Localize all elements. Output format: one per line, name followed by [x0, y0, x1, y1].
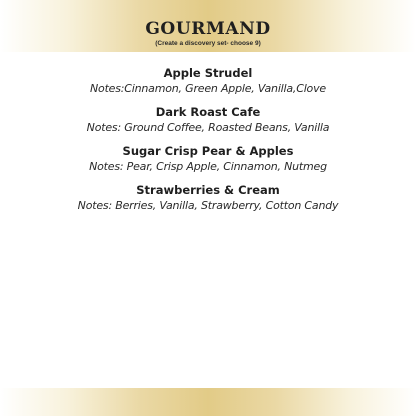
list-item-dark-roast-cafe: [0, 105, 416, 135]
page-title: GOURMAND: [145, 19, 271, 39]
page-subtitle: (Create a discovery set- choose 9): [155, 40, 261, 47]
item-name: Sugar Crisp Pear & Apples: [122, 144, 294, 158]
item-notes: Notes: Ground Coffee, Roasted Beans, Vanilla: [86, 121, 330, 134]
list-item-apple-strudel: [0, 66, 416, 96]
item-notes: Notes: Berries, Vanilla, Strawberry, Cotton Candy: [77, 199, 339, 212]
list-item-sugar-crisp-pear-apples: [0, 144, 416, 174]
footer-gold-band: [0, 388, 416, 416]
item-name: Dark Roast Cafe: [155, 105, 261, 119]
list-item-strawberries-cream: [0, 183, 416, 213]
scent-list: [0, 66, 416, 222]
item-name: Apple Strudel: [163, 66, 253, 80]
item-notes: Notes: Pear, Crisp Apple, Cinnamon, Nutmeg: [89, 160, 327, 173]
item-notes: Notes:Cinnamon, Green Apple, Vanilla,Clove: [90, 82, 326, 95]
item-name: Strawberries & Cream: [136, 183, 280, 197]
